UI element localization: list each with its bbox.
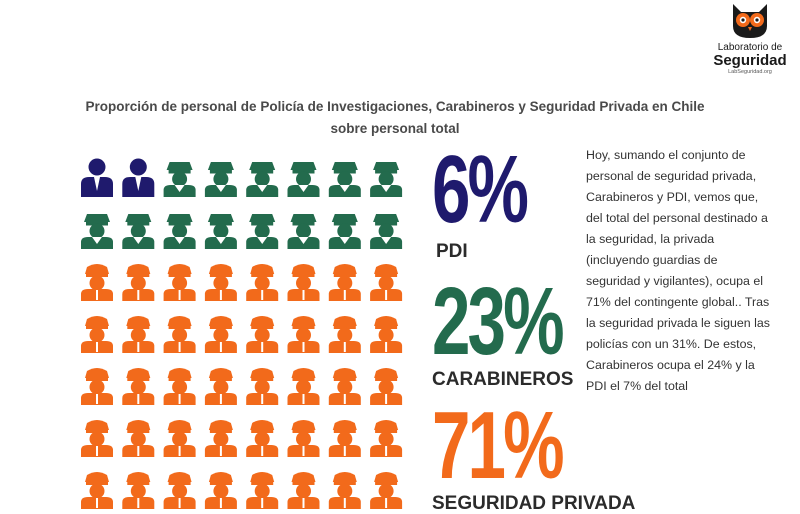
chart-title: Proporción de personal de Policía de Investigaciones, Carabineros y Seguridad Privada en Chile sobre personal total: [85, 99, 705, 136]
security-guard-icon: [329, 264, 361, 301]
security-guard-icon: [329, 368, 361, 405]
security-guard-icon: [81, 368, 113, 405]
security-guard-icon: [246, 420, 278, 457]
seguridad-privada-label: SEGURIDAD PRIVADA: [432, 493, 636, 514]
security-guard-icon: [164, 420, 196, 457]
security-guard-icon: [122, 472, 154, 509]
security-guard-icon: [370, 264, 402, 301]
police-officer-icon: [370, 214, 402, 249]
police-officer-icon: [288, 162, 320, 197]
security-guard-icon: [288, 472, 320, 509]
security-guard-icon: [122, 420, 154, 457]
police-officer-icon: [246, 214, 278, 249]
police-officer-icon: [329, 162, 361, 197]
security-guard-icon: [246, 316, 278, 353]
carabineros-percentage: 23%: [432, 268, 562, 375]
police-officer-icon: [122, 214, 154, 249]
security-guard-icon: [370, 420, 402, 457]
police-officer-icon: [164, 162, 196, 197]
police-officer-icon: [246, 162, 278, 197]
logo-line-2: Seguridad: [713, 52, 787, 69]
security-guard-icon: [288, 264, 320, 301]
security-guard-icon: [81, 420, 113, 457]
security-guard-icon: [122, 368, 154, 405]
police-officer-icon: [370, 162, 402, 197]
security-guard-icon: [288, 420, 320, 457]
security-guard-icon: [329, 472, 361, 509]
security-guard-icon: [164, 316, 196, 353]
security-guard-icon: [246, 472, 278, 509]
security-guard-icon: [288, 368, 320, 405]
security-guard-icon: [205, 316, 237, 353]
security-guard-icon: [329, 316, 361, 353]
security-guard-icon: [370, 316, 402, 353]
seguridad-privada-percentage: 71%: [432, 392, 562, 499]
security-guard-icon: [205, 264, 237, 301]
security-guard-icon: [288, 316, 320, 353]
civilian-suit-icon: [122, 159, 154, 198]
security-guard-icon: [164, 472, 196, 509]
security-guard-icon: [370, 368, 402, 405]
owl-logo-icon: [727, 0, 773, 40]
security-guard-icon: [205, 420, 237, 457]
security-guard-icon: [164, 368, 196, 405]
security-guard-icon: [81, 264, 113, 301]
security-guard-icon: [164, 264, 196, 301]
logo-url: LabSeguridad.org: [728, 69, 772, 75]
security-guard-icon: [246, 368, 278, 405]
security-guard-icon: [81, 316, 113, 353]
security-guard-icon: [205, 368, 237, 405]
security-guard-icon: [81, 472, 113, 509]
police-officer-icon: [329, 214, 361, 249]
police-officer-icon: [81, 214, 113, 249]
security-guard-icon: [205, 472, 237, 509]
security-guard-icon: [122, 264, 154, 301]
security-guard-icon: [246, 264, 278, 301]
pdi-label: PDI: [436, 241, 468, 262]
carabineros-label: CARABINEROS: [432, 369, 574, 390]
pdi-percentage: 6%: [432, 136, 527, 243]
logo-line-1: Laboratorio de: [717, 42, 783, 53]
security-guard-icon: [370, 472, 402, 509]
police-officer-icon: [164, 214, 196, 249]
lab-seguridad-logo: [700, 0, 800, 84]
civilian-suit-icon: [81, 159, 113, 198]
police-officer-icon: [288, 214, 320, 249]
police-officer-icon: [205, 162, 237, 197]
description-text: Hoy, sumando el conjunto de personal de seguridad privada, Carabineros y PDI, vemos que, del total del personal destinado a la seguridad, la privada (incluyendo guardias de seguridad y vigilantes), ocupa el 71% del contingente global.. Tras la seguridad privada le siguen las policías con un 31%. De estos, Carabineros ocupa el 24% y la PDI el 7% del total: [586, 148, 770, 393]
police-officer-icon: [205, 214, 237, 249]
security-guard-icon: [329, 420, 361, 457]
security-guard-icon: [122, 316, 154, 353]
